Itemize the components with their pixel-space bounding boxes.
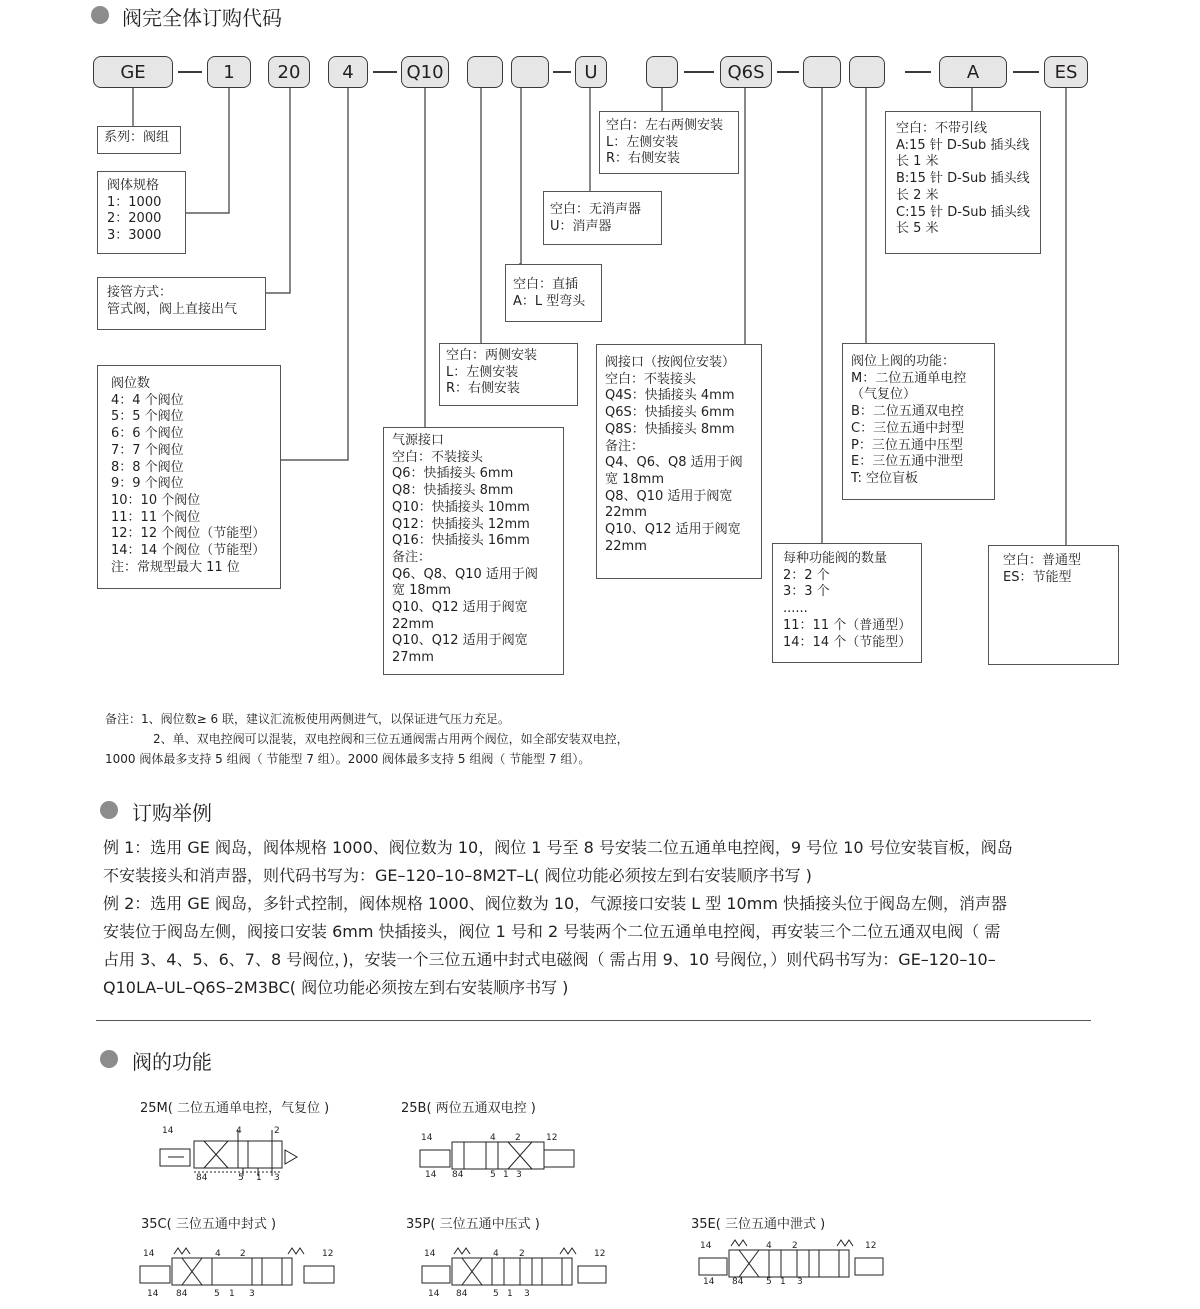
port-label: 3 [797, 1277, 803, 1287]
port-label: 2 [792, 1241, 798, 1251]
port-label: 2 [515, 1133, 521, 1143]
desc-supply-position: 空白：两侧安装 L：左侧安装 R：右侧安装 [439, 343, 578, 406]
code-box-cable: A [939, 56, 1007, 88]
diagram-label-35p: 35P( 三位五通中压式 ) [406, 1217, 540, 1232]
port-label: 84 [732, 1277, 744, 1287]
desc-fitting: 空白：直插 A：L 型弯头 [505, 264, 602, 322]
port-label: 5 [493, 1289, 499, 1299]
port-label: 4 [766, 1241, 772, 1251]
port-label: 12 [865, 1241, 877, 1251]
desc-quantity: 每种功能阀的数量 2：2 个 3：3 个 ...... 11：11 个（普通型） 14：14 个（节能型） [772, 543, 922, 663]
desc-stations: 阀位数 4：4 个阀位 5：5 个阀位 6：6 个阀位 7：7 个阀位 8：8 个阀位 9：9 个阀位 10：10 个阀位 11：11 个阀位 12：12 个阀位（节能型） 14：14 个阀位（节能型） 注：常规型最大 11 位 [97, 365, 281, 589]
diagram-label-25m: 25M( 二位五通单电控，气复位 ) [140, 1101, 330, 1116]
port-label: 12 [594, 1249, 606, 1259]
diagram-label-25b: 25B( 两位五通双电控 ) [401, 1101, 536, 1116]
code-box-series: GE [93, 56, 173, 88]
port-label: 84 [452, 1170, 464, 1180]
code-box-piping: 20 [268, 56, 310, 88]
section-title-valve-function: 阀的功能 [132, 1050, 212, 1074]
diagram-label-35e: 35E( 三位五通中泄式 ) [691, 1217, 826, 1232]
desc-body-size: 阀体规格 1：1000 2：2000 3：3000 [97, 171, 186, 254]
code-box-type: ES [1044, 56, 1088, 88]
port-label: 14 [421, 1133, 433, 1143]
code-box-silencer: U [575, 56, 607, 88]
port-label: 14 [700, 1241, 712, 1251]
desc-valve-port: 阀接口（按阀位安装） 空白：不装接头 Q4S：快插接头 4mm Q6S：快插接头 6mm Q8S：快插接头 8mm 备注： Q4、Q6、Q8 适用于阀 宽 18mm Q8、Q10 适用于阀宽 22mm Q10、Q12 适用于阀宽 22mm [596, 344, 762, 579]
desc-function: 阀位上阀的功能： M：二位五通单电控 （气复位） B：二位五通双电控 C：三位五通中封型 P：三位五通中压型 E：三位五通中泄型 T: 空位盲板 [842, 343, 995, 500]
code-box-supply-port: Q10 [401, 56, 449, 88]
desc-cable: 空白：不带引线 A:15 针 D-Sub 插头线 长 1 米 B:15 针 D-Sub 插头线 长 2 米 C:15 针 D-Sub 插头线 长 5 米 [885, 111, 1041, 254]
bullet-icon [100, 1050, 118, 1068]
port-label: 1 [780, 1277, 786, 1287]
port-label: 2 [519, 1249, 525, 1259]
bullet-icon [100, 801, 118, 819]
code-box-body-size: 1 [207, 56, 251, 88]
port-label: 14 [424, 1249, 436, 1259]
port-label: 1 [507, 1289, 513, 1299]
port-label: 14 [425, 1170, 437, 1180]
port-label: 5 [766, 1277, 772, 1287]
port-label: 84 [196, 1173, 208, 1183]
port-label: 3 [524, 1289, 530, 1299]
port-label: 1 [503, 1170, 509, 1180]
valve-symbol-25m [150, 1124, 310, 1184]
port-label: 5 [238, 1173, 244, 1183]
port-label: 4 [490, 1133, 496, 1143]
port-label: 3 [249, 1289, 255, 1299]
divider [96, 1020, 1091, 1021]
port-label: 4 [215, 1249, 221, 1259]
port-label: 14 [143, 1249, 155, 1259]
section-title-ordering-example: 订购举例 [132, 801, 212, 825]
code-box-stations: 4 [328, 56, 368, 88]
port-label: 1 [229, 1289, 235, 1299]
code-box-valve-port: Q6S [720, 56, 772, 88]
port-label: 14 [703, 1277, 715, 1287]
ordering-examples: 例 1：选用 GE 阀岛，阀体规格 1000、阀位数为 10，阀位 1 号至 8 号安装二位五通单电控阀，9 号位 10 号位安装盲板，阀岛 不安装接头和消声器，则代码书写为：GE–120–10–8M2T–L( 阀位功能必须按左到右安装顺序书写 ) 例 2：选用 GE 阀岛，多针式控制，阀体规格 1000、阀位数为 10，气源接口安装 L 型 10mm 快插接头位于阀岛左侧，消声器 安装位于阀岛左侧，阀接口安装 6mm 快插接头，阀位 1 号和 2 号装两个二位五通单电控阀，再安装三个二位五通双电阀（ 需 占用 3、4、5、6、7、8 号阀位，)，安装一个三位五通中封式电磁阀（ 需占用 9、10 号阀位，）则代码书写为：GE–120–10– Q10LA–UL–Q6S–2M3BC( 阀位功能必须按左到右安装顺序书写 ) [103, 838, 1013, 997]
port-label: 2 [274, 1126, 280, 1136]
port-label: 14 [147, 1289, 159, 1299]
port-label: 4 [493, 1249, 499, 1259]
desc-supply-port: 气源接口 空白：不装接头 Q6：快插接头 6mm Q8：快插接头 8mm Q10：快插接头 10mm Q12：快插接头 12mm Q16：快插接头 16mm 备注： Q6、Q8、Q10 适用于阀 宽 18mm Q10、Q12 适用于阀宽 22mm Q10、Q12 适用于阀宽 27mm [383, 427, 564, 675]
desc-exhaust-position: 空白：左右两侧安装 L：左侧安装 R：右侧安装 [599, 111, 739, 174]
section-title-ordering-code: 阀完全体订购代码 [122, 6, 282, 30]
port-label: 12 [546, 1133, 558, 1143]
port-label: 4 [236, 1126, 242, 1136]
valve-symbol-35p [420, 1246, 610, 1296]
desc-piping: 接管方式： 管式阀，阀上直接出气 [97, 277, 266, 330]
port-label: 1 [256, 1173, 262, 1183]
port-label: 5 [214, 1289, 220, 1299]
port-label: 2 [240, 1249, 246, 1259]
port-label: 14 [162, 1126, 174, 1136]
valve-symbol-35c [138, 1246, 338, 1296]
port-label: 3 [274, 1173, 280, 1183]
desc-series: 系列：阀组 [97, 126, 181, 154]
port-label: 3 [516, 1170, 522, 1180]
port-label: 12 [322, 1249, 334, 1259]
notes: 备注：1、阀位数≥ 6 联，建议汇流板使用两侧进气，以保证进气压力充足。 2、单、双电控阀可以混装，双电控阀和三位五通阀需占用两个阀位，如全部安装双电控， 1000 阀体最多支持 5 组阀（ 节能型 7 组）。2000 阀体最多支持 5 组阀（ 节能型 7 组）。 [105, 712, 629, 766]
port-label: 5 [490, 1170, 496, 1180]
port-label: 14 [428, 1289, 440, 1299]
desc-type: 空白：普通型 ES：节能型 [988, 545, 1119, 665]
diagram-label-35c: 35C( 三位五通中封式 ) [141, 1217, 277, 1232]
desc-silencer: 空白：无消声器 U：消声器 [543, 191, 662, 245]
port-label: 84 [456, 1289, 468, 1299]
port-label: 84 [176, 1289, 188, 1299]
